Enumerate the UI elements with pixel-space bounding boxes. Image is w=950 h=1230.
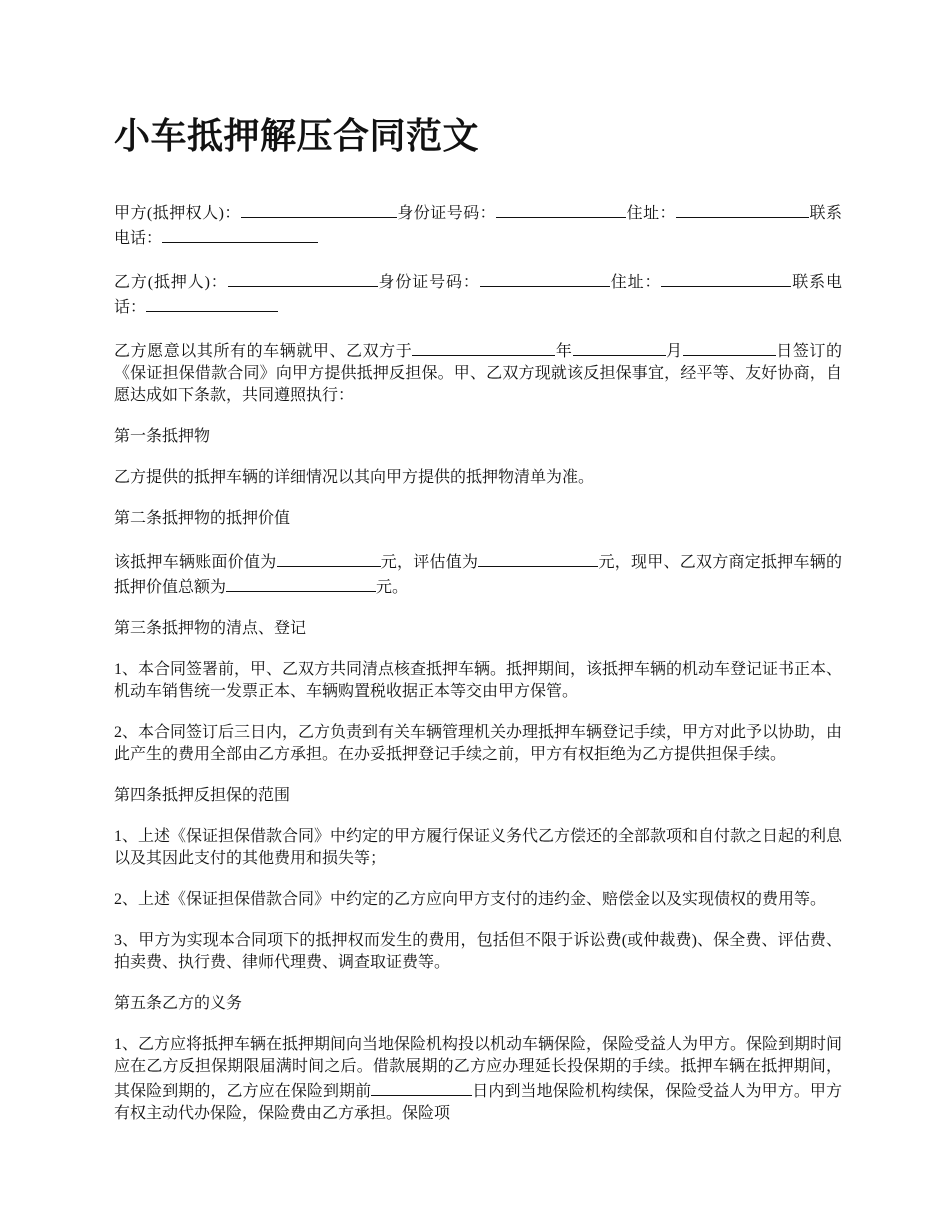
article-4-clause-1: 1、上述《保证担保借款合同》中约定的甲方履行保证义务代乙方偿还的全部款项和自付款之日起的利息以及其因此支付的其他费用和损失等；: [114, 828, 843, 867]
month-label: 月: [665, 343, 683, 360]
party-a-name-blank: [241, 200, 397, 218]
party-b-id-blank: [480, 269, 610, 287]
article-4-clause-2: 2、上述《保证担保借款合同》中约定的乙方应向甲方支付的违约金、赔偿金以及实现债权的费用等。: [114, 891, 827, 908]
renewal-days-blank: [371, 1078, 472, 1096]
party-b-phone-blank: [146, 294, 278, 312]
article-5-heading: 第五条乙方的义务: [114, 995, 243, 1012]
article-3-clause-1: 1、本合同签署前，甲、乙双方共同清点核查抵押车辆。抵押期间，该抵押车辆的机动车登记证书正本、机动车销售统一发票正本、车辆购置税收据正本等交由甲方保管。: [114, 661, 843, 700]
appraised-value-label: 元，评估值为: [380, 554, 479, 571]
intro-paragraph: [114, 338, 842, 407]
intro-text-2: 签订的《保证担保借款合同》向甲方提供抵押反担保。甲、乙双方现就该反担保事宜，经平等、友好协商，自愿达成如下条款，共同遵照执行：: [114, 343, 842, 404]
party-b-id-label: 身份证号码：: [377, 274, 480, 291]
page-title: 小车抵押解压合同范文: [114, 116, 480, 156]
party-b-phone-label: 联系电话：: [114, 274, 842, 316]
article-4-heading: 第四条抵押反担保的范围: [114, 787, 291, 804]
party-a-phone-label: 联系电话：: [114, 205, 842, 247]
mortgage-value-label: 元，现甲、乙双方商定抵押车辆的抵押价值总额为: [114, 554, 842, 596]
insurance-text-2: 日内到当地保险机构续保，保险受益人为甲方。甲方有权主动代办保险，保险费由乙方承担。保险项: [114, 1083, 842, 1122]
article-5-clause-1: [114, 1034, 842, 1125]
article-2-heading: 第二条抵押物的抵押价值: [114, 510, 291, 527]
book-value-blank: [277, 549, 381, 567]
party-b-name-blank: [228, 269, 378, 287]
sign-year-blank: [412, 338, 555, 356]
article-3-heading: 第三条抵押物的清点、登记: [114, 620, 307, 637]
article-1-paragraph: 乙方提供的抵押车辆的详细情况以其向甲方提供的抵押物清单为准。: [114, 469, 595, 486]
year-label: 年: [555, 343, 573, 360]
sign-day-blank: [683, 338, 776, 356]
party-b-address-blank: [661, 269, 791, 287]
appraised-value-blank: [478, 549, 598, 567]
day-label: 日: [775, 343, 793, 360]
party-a-id-blank: [496, 200, 626, 218]
article-3-clause-2: 2、本合同签订后三日内，乙方负责到有关车辆管理机关办理抵押车辆登记手续，甲方对此予以协助，由此产生的费用全部由乙方承担。在办妥抵押登记手续之前，甲方有权拒绝为乙方提供担保手续。: [114, 724, 843, 763]
party-a-phone-blank: [162, 225, 318, 243]
party-a-label: 甲方(抵押权人)：: [114, 205, 241, 222]
contract-document: [114, 112, 842, 1144]
article-1-heading: 第一条抵押物: [114, 428, 211, 445]
article-2-paragraph: [114, 549, 842, 599]
party-a-address-blank: [676, 200, 809, 218]
mortgage-value-blank: [226, 574, 376, 592]
party-b-address-label: 住址：: [609, 274, 662, 291]
article-4-clause-3: 3、甲方为实现本合同项下的抵押权而发生的费用，包括但不限于诉讼费(或仲裁费)、保全费、评估费、拍卖费、执行费、律师代理费、调查取证费等。: [114, 932, 842, 971]
insurance-text-1: 1、乙方应将抵押车辆在抵押期间向当地保险机构投以机动车辆保险，保险受益人为甲方。保险到期时间应在乙方反担保期限届满时间之后。借款展期的乙方应办理延长投保期的手续。抵押车辆在抵押期间，其保险到期的，乙方应在保险到期前: [114, 1036, 843, 1100]
sign-month-blank: [573, 338, 666, 356]
party-a-info: [114, 200, 842, 250]
book-value-label: 该抵押车辆账面价值为: [114, 554, 277, 571]
intro-text-1: 乙方愿意以其所有的车辆就甲、乙双方于: [114, 343, 413, 360]
party-b-info: [114, 269, 842, 319]
currency-unit: 元。: [376, 579, 409, 596]
party-a-address-label: 住址：: [626, 205, 677, 222]
party-a-id-label: 身份证号码：: [396, 205, 497, 222]
party-b-label: 乙方(抵押人)：: [114, 274, 228, 291]
